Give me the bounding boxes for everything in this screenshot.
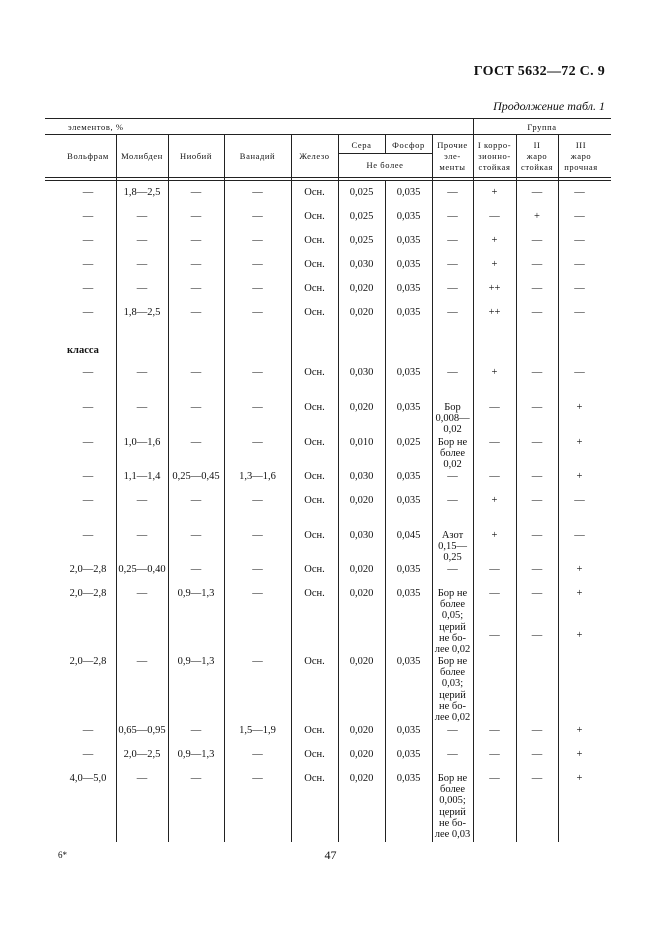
table-cell-other: — [447, 259, 458, 270]
header-group-3: прочная [564, 162, 598, 172]
table-cell-w: 2,0—2,8 [69, 588, 107, 599]
table-cell-nb: — [190, 773, 202, 784]
table-cell-g1: ++ [488, 307, 501, 318]
table-cell-w: — [82, 725, 94, 736]
table-cell-w: — [82, 211, 94, 222]
table-cell-g3: — [574, 495, 585, 506]
table-cell-g2: — [531, 187, 543, 198]
table-cell-fe: Осн. [304, 367, 325, 378]
table-cell-nb: — [190, 307, 202, 318]
table-cell-nb: 0,9—1,3 [177, 749, 215, 760]
table-cell-p: 0,035 [396, 564, 421, 575]
table-cell-s: 0,020 [349, 283, 374, 294]
table-cell-g3: — [574, 283, 585, 294]
table-cell-w: — [82, 495, 94, 506]
table-cell-other: — [447, 725, 458, 736]
table-cell-mo: — [136, 235, 148, 246]
header-bottom-rule [45, 177, 611, 178]
table-cell-fe: Осн. [304, 588, 325, 599]
table-cell-nb: — [190, 187, 202, 198]
table-cell-v: — [252, 402, 263, 413]
table-cell-g1: — [489, 471, 500, 482]
table-cell-w: — [82, 259, 94, 270]
table-cell-v: — [252, 235, 263, 246]
table-cell-fe: Осн. [304, 283, 325, 294]
table-cell-g2: — [531, 749, 543, 760]
table-cell-w: 2,0—2,8 [69, 564, 107, 575]
table-top-rule [45, 118, 611, 119]
table-cell-w: — [82, 235, 94, 246]
table-cell-p: 0,035 [396, 259, 421, 270]
table-cell-g3: + [576, 725, 583, 736]
table-cell-p: 0,035 [396, 307, 421, 318]
table-cell-g1: ++ [488, 283, 501, 294]
table-cell-v: — [252, 259, 263, 270]
table-cell-g1: — [489, 402, 500, 413]
table-cell-p: 0,035 [396, 495, 421, 506]
table-cell-fe: Осн. [304, 187, 325, 198]
table-cell-other: 0,05; [441, 610, 464, 622]
table-cell-other: — [447, 749, 458, 760]
table-cell-other: не бо- [439, 700, 466, 712]
header-group-3: жаро [570, 151, 592, 161]
table-cell-g3: — [574, 211, 585, 222]
table-cell-fe: Осн. [304, 437, 325, 448]
table-cell-other: — [447, 235, 458, 246]
table-cell-s: 0,030 [349, 259, 374, 270]
header-not-more: Не более [366, 160, 404, 170]
section-label: класса [67, 345, 99, 356]
header-group-rule [45, 134, 611, 135]
table-cell-w: — [82, 187, 94, 198]
table-continuation-label: Продолжение табл. 1 [493, 99, 605, 113]
table-cell-p: 0,035 [396, 749, 421, 760]
table-cell-v: 1,5—1,9 [239, 725, 276, 736]
table-cell-fe: Осн. [304, 656, 325, 667]
header-group-1: I корро- [477, 140, 512, 150]
table-cell-other: 0,25 [443, 552, 462, 564]
table-cell-s: 0,020 [349, 773, 374, 784]
table-cell-g1: + [491, 187, 498, 198]
table-cell-s: 0,025 [349, 211, 374, 222]
table-cell-g1: + [491, 235, 498, 246]
table-cell-fe: Осн. [304, 402, 325, 413]
table-cell-g3: — [574, 259, 585, 270]
table-cell-other: — [447, 495, 458, 506]
table-cell-v: — [252, 187, 263, 198]
table-cell-v: — [252, 283, 263, 294]
table-cell-other: лее 0,03 [434, 829, 471, 840]
table-cell-other: лее 0,02 [434, 644, 471, 655]
table-cell-mo: — [136, 211, 148, 222]
table-cell-other: Бор не [437, 773, 468, 784]
table-cell-w: — [82, 307, 94, 318]
header-elements: элементов, % [68, 122, 124, 132]
table-cell-mo: 0,65—0,95 [118, 725, 166, 736]
table-cell-nb: 0,25—0,45 [172, 471, 220, 482]
table-cell-fe: Осн. [304, 307, 325, 318]
table-cell-g1: — [489, 588, 500, 599]
table-cell-fe: Осн. [304, 211, 325, 222]
header-other: менты [439, 162, 466, 172]
table-cell-v: — [252, 588, 263, 599]
table-cell-g1: + [491, 367, 498, 378]
table-cell-other: 0,02 [443, 424, 462, 436]
table-cell-other: церий [439, 689, 466, 701]
table-cell-mo: — [136, 656, 148, 667]
table-cell-g1: — [489, 773, 500, 784]
table-cell-g1: — [489, 725, 500, 736]
table-cell-other: — [447, 307, 458, 318]
table-cell-mo: — [136, 495, 148, 506]
table-cell-p: 0,035 [396, 235, 421, 246]
table-cell-g2: — [531, 283, 543, 294]
header-iron: Железо [299, 151, 330, 161]
table-cell-s: 0,030 [349, 367, 374, 378]
table-cell-g3: + [576, 773, 583, 784]
table-cell-other: 0,03; [441, 678, 464, 690]
table-cell-s: 0,020 [349, 307, 374, 318]
table-cell-v: — [252, 367, 263, 378]
table-cell-other: не бо- [439, 817, 466, 829]
table-cell-g2: — [531, 259, 543, 270]
table-cell-g3: + [576, 564, 583, 575]
table-cell-v: — [252, 564, 263, 575]
table-cell-fe: Осн. [304, 259, 325, 270]
header-notmore-rule [338, 153, 432, 154]
table-cell-other: церий [439, 806, 466, 818]
table-cell-p: 0,035 [396, 656, 421, 667]
table-cell-v: — [252, 211, 263, 222]
table-cell-other: Бор не [437, 656, 468, 667]
table-cell-w: 2,0—2,8 [69, 656, 107, 667]
table-cell-s: 0,020 [349, 725, 374, 736]
table-cell-p: 0,035 [396, 402, 421, 413]
table-cell-s: 0,020 [349, 749, 374, 760]
table-cell-v: — [252, 773, 263, 784]
table-cell-other: более [439, 784, 465, 796]
table-cell-g3: + [576, 402, 583, 413]
table-cell-g2: — [531, 307, 543, 318]
table-cell-g2: — [531, 235, 543, 246]
table-cell-mo: 1,0—1,6 [123, 437, 161, 448]
table-cell-mo: 1,8—2,5 [123, 187, 161, 198]
table-cell-w: — [82, 749, 94, 760]
table-cell-fe: Осн. [304, 495, 325, 506]
table-cell-nb: 0,9—1,3 [177, 588, 215, 599]
table-cell-p: 0,035 [396, 367, 421, 378]
header-group-1: зионно- [478, 151, 511, 161]
table-cell-g3: + [576, 437, 583, 448]
table-cell-g1: + [491, 259, 498, 270]
header-group-2: стойкая [520, 162, 554, 172]
table-cell-nb: — [190, 725, 202, 736]
table-cell-s: 0,030 [349, 530, 374, 541]
table-cell-w: — [82, 471, 94, 482]
table-cell-other: Бор [444, 402, 461, 413]
table-cell-mo: — [136, 530, 148, 541]
table-cell-v: — [252, 749, 263, 760]
header-group-1: стойкая [478, 162, 511, 172]
header-other: эле- [444, 151, 461, 161]
table-cell-w: — [82, 530, 94, 541]
table-cell-s: 0,025 [349, 187, 374, 198]
table-cell-g3: + [576, 749, 583, 760]
table-cell-g3: + [576, 471, 583, 482]
table-cell-p: 0,035 [396, 773, 421, 784]
table-cell-other: 0,15— [438, 541, 467, 553]
table-cell-g2: — [531, 530, 543, 541]
table-cell-g2: — [531, 725, 543, 736]
table-cell-g2: — [531, 588, 543, 599]
header-group-3: III [575, 140, 587, 150]
table-cell-g1: — [489, 211, 500, 222]
table-cell-g2: — [531, 437, 543, 448]
table-cell-g2: — [531, 367, 543, 378]
table-cell-s: 0,020 [349, 656, 374, 667]
table-cell-s: 0,030 [349, 471, 374, 482]
table-cell-other: не бо- [439, 632, 466, 644]
table-cell-p: 0,045 [396, 530, 421, 541]
table-cell-fe: Осн. [304, 564, 325, 575]
table-cell-p: 0,035 [396, 471, 421, 482]
table-cell-g2: — [531, 773, 543, 784]
table-cell-fe: Осн. [304, 725, 325, 736]
table-cell-g3: — [574, 367, 585, 378]
table-cell-g1: — [489, 630, 500, 641]
table-cell-p: 0,035 [396, 588, 421, 599]
table-cell-other: 0,005; [439, 795, 466, 807]
header-group-2: жаро [526, 151, 548, 161]
table-cell-mo: — [136, 402, 148, 413]
table-cell-mo: — [136, 773, 148, 784]
table-cell-other: 0,02 [443, 459, 462, 471]
table-cell-nb: — [190, 530, 202, 541]
table-cell-fe: Осн. [304, 235, 325, 246]
table-cell-v: — [252, 437, 263, 448]
table-cell-p: 0,035 [396, 211, 421, 222]
table-cell-mo: 2,0—2,5 [123, 749, 161, 760]
table-cell-w: — [82, 437, 94, 448]
table-cell-v: — [252, 656, 263, 667]
table-cell-nb: — [190, 211, 202, 222]
table-cell-g2: — [531, 402, 543, 413]
table-cell-mo: — [136, 367, 148, 378]
table-cell-other: более [439, 599, 465, 611]
header-niobium: Ниобий [180, 151, 212, 161]
table-cell-g3: — [574, 530, 585, 541]
table-cell-s: 0,020 [349, 402, 374, 413]
table-cell-g2: — [531, 471, 543, 482]
table-cell-nb: — [190, 437, 202, 448]
table-cell-nb: — [190, 259, 202, 270]
table-cell-v: — [252, 307, 263, 318]
table-cell-g3: + [576, 588, 583, 599]
table-cell-v: 1,3—1,6 [239, 471, 276, 482]
table-cell-other: — [447, 564, 458, 575]
table-cell-nb: — [190, 235, 202, 246]
table-cell-nb: — [190, 495, 202, 506]
table-cell-w: — [82, 283, 94, 294]
table-cell-nb: 0,9—1,3 [177, 656, 215, 667]
table-cell-other: — [447, 471, 458, 482]
table-cell-nb: — [190, 402, 202, 413]
table-cell-s: 0,010 [349, 437, 374, 448]
header-bottom-rule-2 [45, 180, 611, 181]
table-cell-other: 0,008— [435, 413, 470, 425]
table-cell-nb: — [190, 564, 202, 575]
table-cell-s: 0,020 [349, 564, 374, 575]
page-number: 47 [324, 848, 337, 862]
table-cell-fe: Осн. [304, 471, 325, 482]
table-cell-v: — [252, 530, 263, 541]
table-cell-p: 0,035 [396, 187, 421, 198]
table-cell-g1: + [491, 495, 498, 506]
table-cell-w: 4,0—5,0 [69, 773, 107, 784]
table-cell-nb: — [190, 367, 202, 378]
table-cell-other: — [447, 367, 458, 378]
header-phosphorus: Фосфор [392, 140, 425, 150]
table-cell-other: — [447, 211, 458, 222]
table-cell-g2: — [531, 564, 543, 575]
table-cell-mo: — [136, 588, 148, 599]
table-cell-g3: — [574, 187, 585, 198]
table-cell-p: 0,035 [396, 283, 421, 294]
header-other: Прочие [437, 140, 468, 150]
header-molybdenum: Молибден [121, 151, 163, 161]
table-cell-g2: — [531, 630, 543, 641]
table-cell-other: — [447, 187, 458, 198]
header-group-2: II [533, 140, 541, 150]
table-cell-mo: — [136, 283, 148, 294]
table-cell-g2: — [531, 495, 543, 506]
table-cell-mo: 1,8—2,5 [123, 307, 161, 318]
table-cell-w: — [82, 402, 94, 413]
table-cell-other: Бор не [437, 588, 468, 599]
table-cell-other: Бор не [437, 437, 468, 448]
table-cell-fe: Осн. [304, 749, 325, 760]
table-cell-g1: — [489, 749, 500, 760]
table-cell-other: более [439, 667, 465, 679]
table-cell-p: 0,035 [396, 725, 421, 736]
header-group: Группа [527, 122, 557, 132]
table-cell-g3: + [576, 630, 583, 641]
table-cell-s: 0,020 [349, 495, 374, 506]
table-cell-other: церий [439, 621, 466, 633]
table-cell-fe: Осн. [304, 530, 325, 541]
table-cell-g1: — [489, 564, 500, 575]
table-cell-g1: — [489, 437, 500, 448]
table-cell-s: 0,025 [349, 235, 374, 246]
table-cell-other: Азот [441, 530, 464, 541]
table-cell-other: более [439, 448, 465, 460]
table-cell-mo: 0,25—0,40 [118, 564, 166, 575]
table-cell-g1: + [491, 530, 498, 541]
header-tungsten: Вольфрам [67, 151, 109, 161]
document-header-title: ГОСТ 5632—72 С. 9 [473, 64, 605, 79]
table-cell-w: — [82, 367, 94, 378]
header-vanadium: Ванадий [239, 151, 276, 161]
table-cell-nb: — [190, 283, 202, 294]
table-cell-p: 0,025 [396, 437, 421, 448]
table-cell-g2: + [534, 211, 540, 222]
table-cell-fe: Осн. [304, 773, 325, 784]
table-cell-g3: — [574, 235, 585, 246]
table-cell-s: 0,020 [349, 588, 374, 599]
footer-mark: 6* [58, 850, 67, 860]
table-cell-mo: 1,1—1,4 [123, 471, 161, 482]
table-cell-other: — [447, 283, 458, 294]
table-cell-v: — [252, 495, 263, 506]
column-divider [385, 180, 386, 842]
table-cell-other: лее 0,02 [434, 712, 471, 723]
table-cell-mo: — [136, 259, 148, 270]
header-sulfur: Сера [351, 140, 372, 150]
table-cell-g3: — [574, 307, 585, 318]
